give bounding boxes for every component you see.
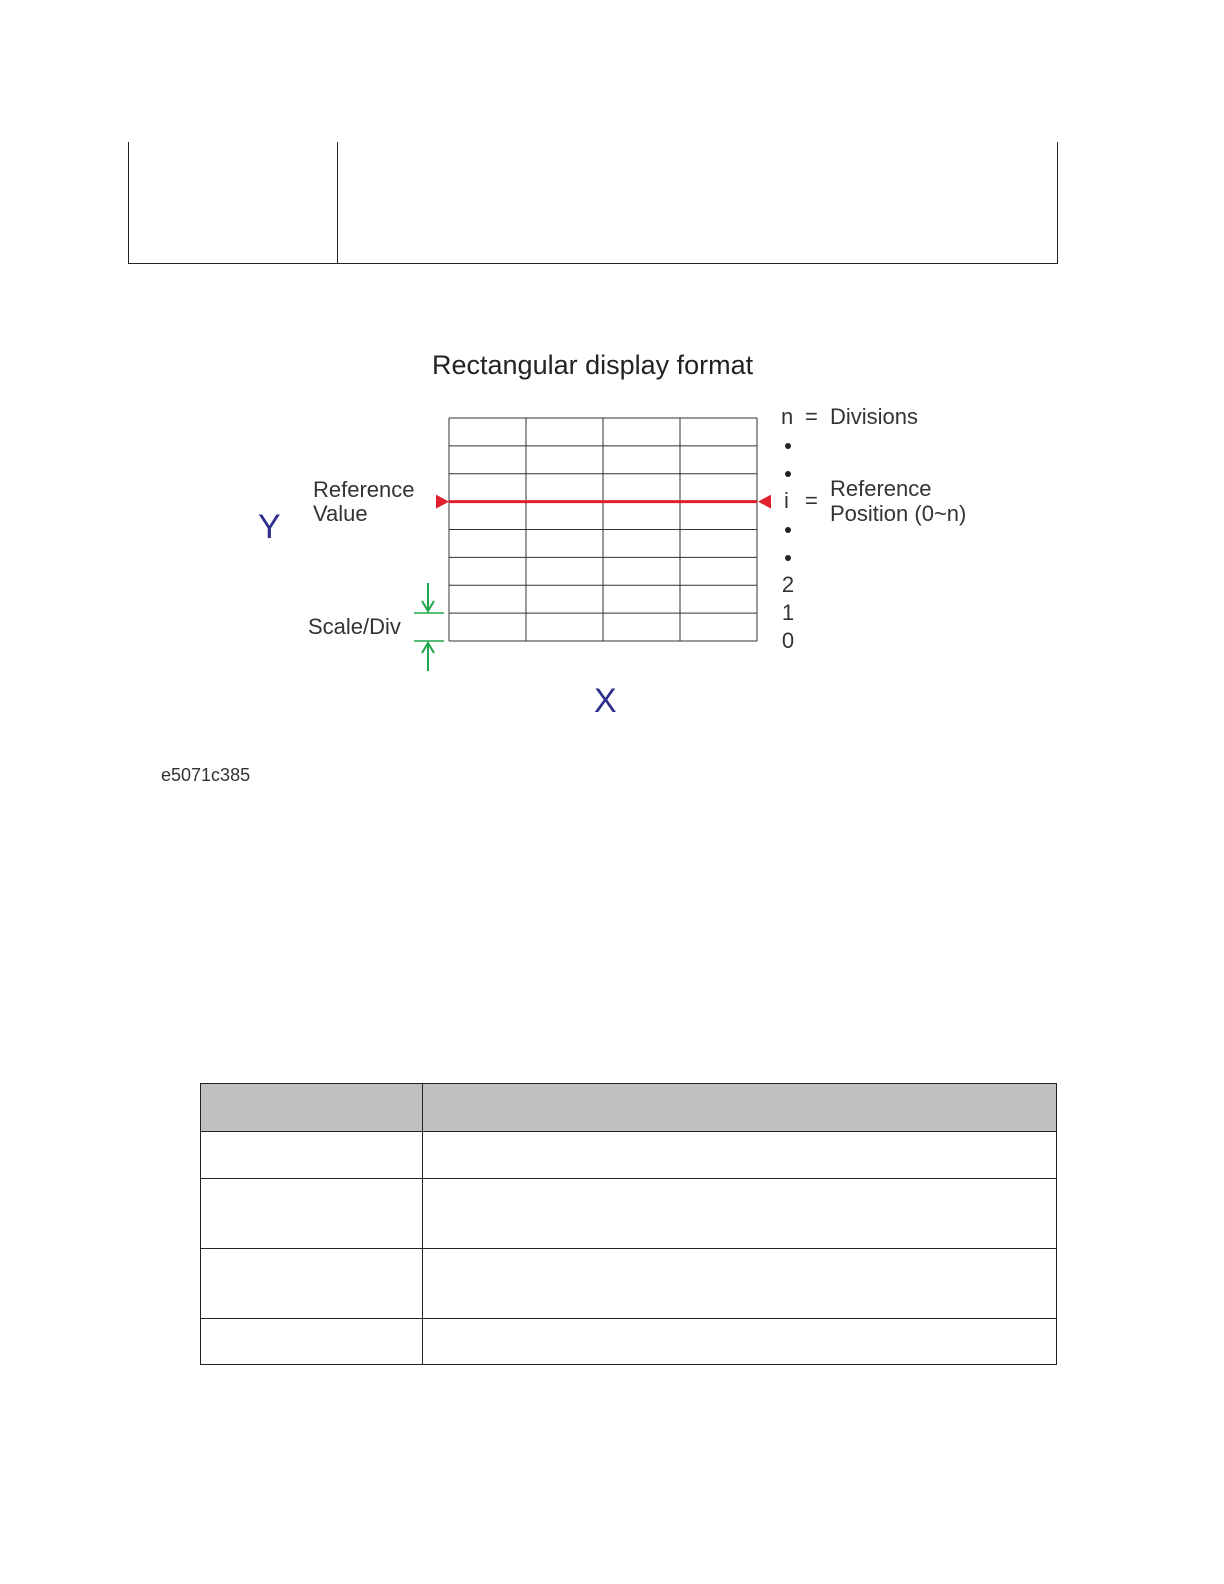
position-tick-1: 1 [781, 600, 795, 625]
figure-caption: e5071c385 [161, 765, 251, 785]
figure-title: Rectangular display format [432, 350, 754, 380]
table-row [201, 1132, 1057, 1179]
table-cell [201, 1319, 423, 1365]
table-cell [129, 142, 338, 264]
reference-position-label-line1: Reference [830, 476, 932, 501]
table-header-cell [201, 1084, 423, 1132]
x-axis-letter: X [594, 682, 617, 720]
reference-position-symbol: i [784, 488, 789, 513]
scale-div-arrows [414, 583, 444, 671]
scale-up-arrow-icon [422, 643, 434, 671]
position-tick-0: 0 [781, 628, 795, 653]
left-reference-marker-icon [436, 495, 449, 509]
table-row [201, 1249, 1057, 1319]
table-cell [423, 1132, 1057, 1179]
right-reference-marker-icon [758, 495, 771, 509]
reference-position-label-line2: Position (0~n) [830, 501, 967, 526]
table-cell [201, 1179, 423, 1249]
table-row [201, 1179, 1057, 1249]
reference-value-label-line2: Value [313, 501, 368, 526]
position-tick-2: 2 [781, 572, 795, 597]
table-cell [423, 1179, 1057, 1249]
divisions-equals: = [805, 404, 818, 429]
figure-graphics [0, 330, 1224, 730]
divisions-label: Divisions [830, 404, 919, 429]
table-cell [423, 1249, 1057, 1319]
scale-div-label: Scale/Div [308, 614, 401, 639]
bottom-table [200, 1083, 1057, 1365]
scale-down-arrow-icon [422, 583, 434, 611]
table-cell [201, 1132, 423, 1179]
reference-value-label-line1: Reference [313, 477, 415, 502]
reference-position-equals: = [805, 488, 818, 513]
table-header-cell [423, 1084, 1057, 1132]
table-row [201, 1319, 1057, 1365]
divisions-symbol: n [781, 404, 794, 429]
top-table [128, 142, 1058, 264]
display-grid [449, 418, 757, 641]
table-row [129, 142, 1058, 264]
rectangular-display-figure [0, 330, 1224, 730]
y-axis-letter: Y [258, 508, 281, 546]
table-header-row [201, 1084, 1057, 1132]
table-cell [423, 1319, 1057, 1365]
table-cell [338, 142, 1058, 264]
table-cell [201, 1249, 423, 1319]
